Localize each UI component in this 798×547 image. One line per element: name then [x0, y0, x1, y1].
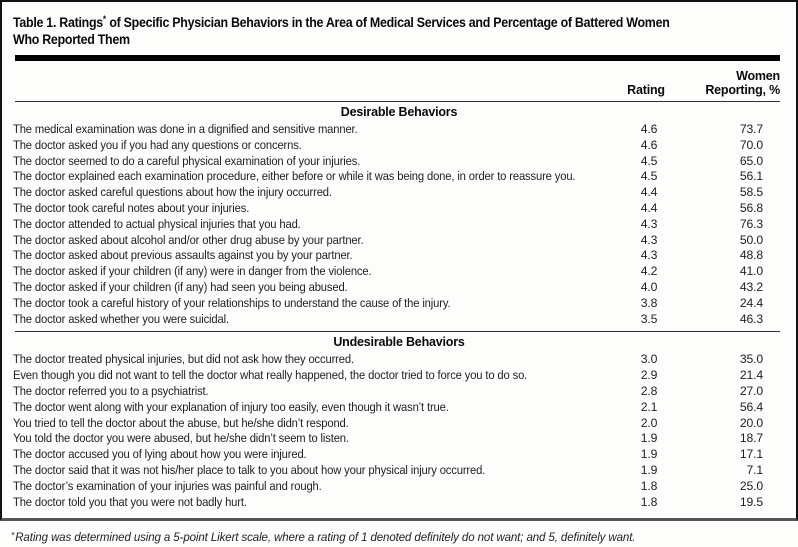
table-row [2, 463, 796, 479]
column-header-women-reporting: Women Reporting, % [705, 69, 780, 97]
women-reporting-cell: 46.3 [739, 311, 763, 326]
table-row [2, 233, 796, 249]
behavior-cell: The doctor asked whether you were suicidal. [13, 311, 229, 326]
table-row [2, 400, 796, 416]
table-body [2, 102, 796, 510]
rating-cell: 4.6 [640, 122, 658, 136]
table-row [2, 280, 796, 296]
women-reporting-cell: 48.8 [739, 248, 763, 263]
table-row [2, 368, 796, 384]
rating-cell: 4.5 [640, 153, 658, 168]
table-row [2, 495, 796, 511]
behavior-cell: The doctor asked if your children (if any) were in danger from the violence. [13, 264, 372, 279]
footnote-marker: * [11, 530, 15, 540]
women-reporting-cell: 27.0 [739, 383, 763, 398]
rating-cell: 4.3 [640, 232, 658, 247]
section-header: Desirable Behaviors [340, 105, 458, 119]
women-reporting-cell: 7.1 [746, 462, 763, 477]
rating-cell: 1.9 [640, 431, 658, 446]
rating-cell: 4.4 [640, 185, 658, 200]
women-reporting-cell: 25.0 [739, 478, 763, 493]
women-reporting-cell: 50.0 [739, 232, 763, 247]
table-row [2, 248, 796, 264]
rating-cell: 4.3 [640, 248, 658, 263]
footnote-text: Rating was determined using a 5-point Likert scale, where a rating of 1 denoted definitely do not want; and 5, definitely want. [15, 532, 636, 544]
women-reporting-cell: 76.3 [739, 216, 763, 231]
table-row [2, 264, 796, 280]
table-row [2, 201, 796, 217]
women-reporting-cell: 24.4 [739, 295, 763, 310]
women-reporting-cell: 19.5 [739, 494, 763, 509]
behavior-cell: The doctor accused you of lying about how you were injured. [13, 447, 307, 462]
table-row [2, 122, 796, 138]
women-reporting-cell: 70.0 [739, 137, 763, 152]
women-reporting-cell: 56.4 [739, 399, 763, 414]
behavior-cell: Even though you did not want to tell the doctor what really happened, the doctor tried to force you to do so. [13, 368, 528, 383]
women-reporting-cell: 17.1 [739, 447, 763, 462]
behavior-cell: You tried to tell the doctor about the abuse, but he/she didn’t respond. [13, 415, 349, 430]
behavior-cell: The doctor asked about previous assaults against you by your partner. [13, 248, 353, 263]
rating-cell: 1.8 [640, 478, 658, 493]
table-row [2, 296, 796, 312]
behavior-cell: The doctor said that it was not his/her place to talk to you about how your physical injury occurred. [13, 462, 486, 477]
behavior-cell: You told the doctor you were abused, but he/she didn’t seem to listen. [13, 431, 349, 446]
behavior-cell: The doctor referred you to a psychiatrist. [13, 383, 209, 398]
section-header: Undesirable Behaviors [333, 335, 465, 350]
footnote-marker-reference: * [102, 14, 107, 24]
women-reporting-cell: 73.7 [739, 122, 763, 136]
women-reporting-cell: 18.7 [739, 431, 763, 446]
behavior-cell: The doctor asked careful questions about how the injury occurred. [13, 185, 332, 200]
rating-cell: 2.0 [640, 415, 658, 430]
behavior-cell: The doctor took a careful history of your relationships to understand the cause of the injury. [13, 295, 451, 310]
women-reporting-cell: 56.8 [739, 200, 763, 215]
behavior-cell: The doctor asked about alcohol and/or other drug abuse by your partner. [13, 232, 364, 247]
table-row [2, 169, 796, 185]
table-footnote [0, 521, 798, 545]
table-row [2, 154, 796, 170]
behavior-cell: The doctor went along with your explanation of injury too easily, even though it wasn’t true. [13, 399, 449, 414]
table-row [2, 185, 796, 201]
table-title-line2: Who Reported Them [13, 31, 130, 47]
rating-cell: 4.0 [640, 279, 658, 294]
women-reporting-cell: 65.0 [739, 153, 763, 168]
behavior-cell: The doctor seemed to do a careful physical examination of your injuries. [13, 153, 361, 168]
women-reporting-cell: 58.5 [739, 185, 763, 200]
table-row [2, 384, 796, 400]
rating-cell: 3.0 [640, 352, 658, 367]
behavior-cell: The doctor treated physical injuries, but did not ask how they occurred. [13, 352, 354, 367]
women-reporting-cell: 56.1 [739, 169, 763, 184]
table-row [2, 138, 796, 154]
rating-cell: 1.9 [640, 447, 658, 462]
column-header-row [2, 61, 796, 101]
women-reporting-cell: 20.0 [739, 415, 763, 430]
rating-cell: 4.3 [640, 216, 658, 231]
table-row [2, 352, 796, 368]
rating-cell: 2.9 [640, 368, 658, 383]
behavior-cell: The doctor told you that you were not badly hurt. [13, 494, 247, 509]
rating-cell: 4.4 [640, 200, 658, 215]
women-reporting-cell: 41.0 [739, 264, 763, 279]
table-row [2, 431, 796, 447]
table-title [2, 2, 796, 48]
behavior-cell: The medical examination was done in a dignified and sensitive manner. [13, 122, 358, 136]
behavior-cell: The doctor asked you if you had any questions or concerns. [13, 137, 302, 152]
rating-cell: 3.5 [640, 311, 658, 326]
table-title-line1: Table 1. Ratings* of Specific Physician Behaviors in the Area of Medical Services and Percentage of Battered Women [13, 14, 670, 30]
behavior-cell: The doctor asked if your children (if any) had seen you being abused. [13, 279, 348, 294]
women-reporting-cell: 43.2 [739, 279, 763, 294]
behavior-cell: The doctor explained each examination procedure, either before or while it was being done, in order to reassure you. [13, 169, 576, 184]
column-header-rating: Rating [627, 82, 665, 97]
rating-cell: 4.5 [640, 169, 658, 184]
table-row [2, 217, 796, 233]
table-row [2, 479, 796, 495]
rating-cell: 2.8 [640, 383, 658, 398]
rating-cell: 4.2 [640, 264, 658, 279]
rating-cell: 1.9 [640, 462, 658, 477]
rating-cell: 4.6 [640, 137, 658, 152]
rating-cell: 2.1 [640, 399, 658, 414]
women-reporting-cell: 35.0 [739, 352, 763, 367]
table-row [2, 312, 796, 328]
table-row [2, 447, 796, 463]
behavior-cell: The doctor attended to actual physical injuries that you had. [13, 216, 301, 231]
rating-cell: 3.8 [640, 295, 658, 310]
behavior-cell: The doctor took careful notes about your injuries. [13, 200, 250, 215]
women-reporting-cell: 21.4 [739, 368, 763, 383]
rating-cell: 1.8 [640, 494, 658, 509]
table-row [2, 416, 796, 432]
behavior-cell: The doctor’s examination of your injuries was painful and rough. [13, 478, 322, 493]
